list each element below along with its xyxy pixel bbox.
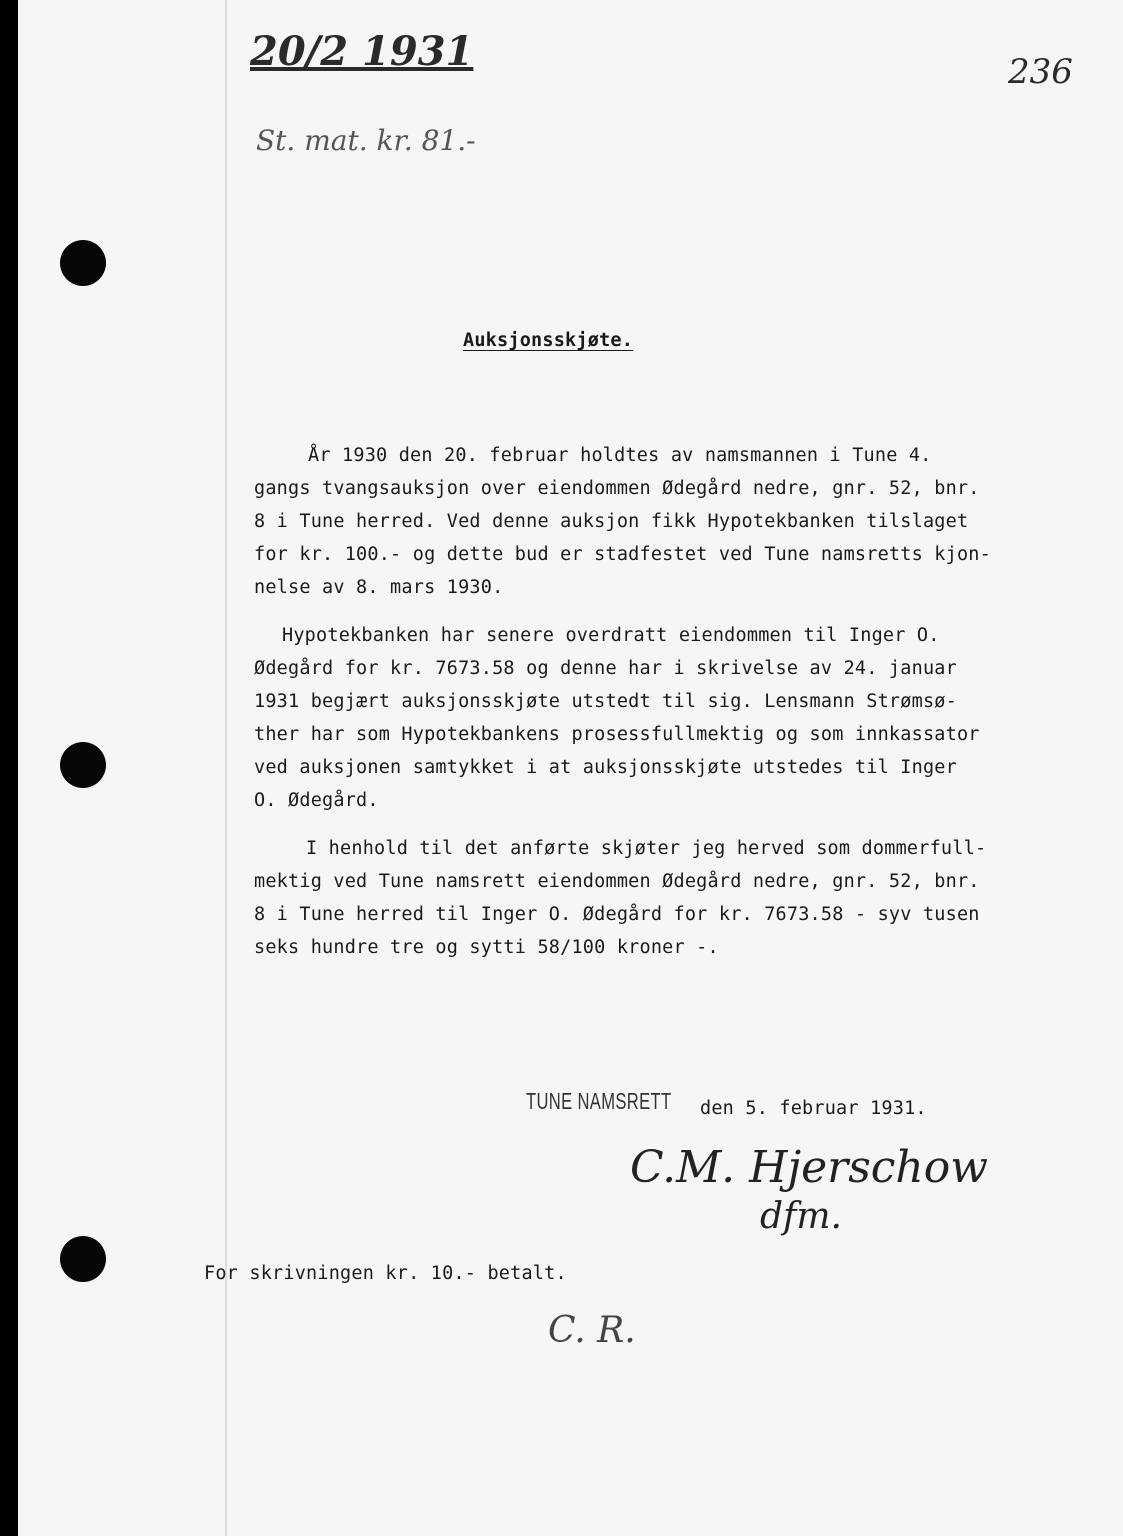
body-line: nelse av 8. mars 1930. bbox=[254, 577, 504, 598]
punch-hole-top bbox=[60, 240, 106, 286]
body-line: 1931 begjært auksjonsskjøte utstedt til sig. Lensmann Strømsø- bbox=[254, 691, 957, 712]
body-line: Ødegård for kr. 7673.58 og denne har i skrivelse av 24. januar bbox=[254, 658, 957, 679]
body-line: År 1930 den 20. februar holdtes av namsmannen i Tune 4. bbox=[308, 445, 932, 466]
page-number: 236 bbox=[1008, 52, 1073, 92]
punch-hole-bottom bbox=[60, 1236, 106, 1282]
closing-date: den 5. februar 1931. bbox=[700, 1098, 927, 1119]
body-line: for kr. 100.- og dette bud er stadfestet ved Tune namsretts kjon- bbox=[254, 544, 991, 565]
body-line: O. Ødegård. bbox=[254, 790, 379, 811]
body-line: I henhold til det anførte skjøter jeg herved som dommerfull- bbox=[306, 838, 987, 859]
signature: C.M. Hjerschow bbox=[630, 1142, 988, 1193]
document-page bbox=[18, 0, 1123, 1536]
margin-rule bbox=[225, 0, 227, 1536]
body-line: 8 i Tune herred til Inger O. Ødegård for kr. 7673.58 - syv tusen bbox=[254, 904, 980, 925]
body-line: seks hundre tre og sytti 58/100 kroner -. bbox=[254, 937, 719, 958]
document-title: Auksjonsskjøte. bbox=[463, 330, 634, 351]
punch-hole-middle bbox=[60, 742, 106, 788]
initials: C. R. bbox=[548, 1310, 636, 1351]
fee-note: For skrivningen kr. 10.- betalt. bbox=[204, 1263, 567, 1284]
body-line: gangs tvangsauksjon over eiendommen Ødegård nedre, gnr. 52, bnr. bbox=[254, 478, 980, 499]
handwritten-reference: St. mat. kr. 81.- bbox=[256, 124, 476, 157]
body-line: 8 i Tune herred. Ved denne auksjon fikk Hypotekbanken tilslaget bbox=[254, 511, 969, 532]
body-line: ther har som Hypotekbankens prosessfullmektig og som innkassator bbox=[254, 724, 980, 745]
body-line: ved auksjonen samtykket i at auksjonsskjøte utstedes til Inger bbox=[254, 757, 957, 778]
body-line: mektig ved Tune namsrett eiendommen Ødegård nedre, gnr. 52, bnr. bbox=[254, 871, 980, 892]
body-line: Hypotekbanken har senere overdratt eiendommen til Inger O. bbox=[282, 625, 940, 646]
signature-title: dfm. bbox=[760, 1196, 842, 1237]
handwritten-date: 20/2 1931 bbox=[250, 28, 474, 75]
court-stamp: TUNE NAMSRETT bbox=[526, 1088, 672, 1114]
